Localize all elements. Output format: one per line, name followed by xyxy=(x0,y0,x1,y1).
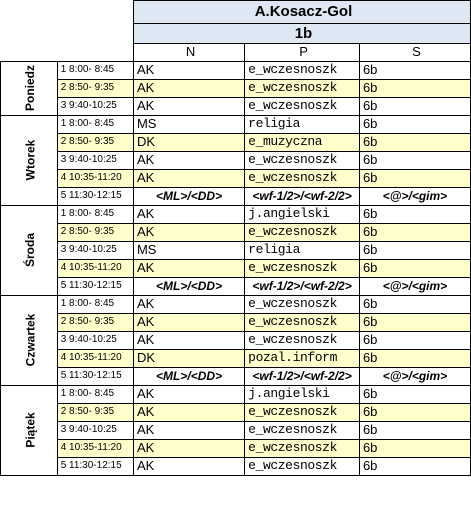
teacher-code: AK xyxy=(133,295,244,313)
subject: e_wczesnoszk xyxy=(245,79,360,97)
day-label: Piątek xyxy=(23,412,38,448)
corner-blank xyxy=(1,1,134,24)
lesson-row xyxy=(1,97,471,115)
column-header-row xyxy=(1,44,471,62)
room: 6b xyxy=(359,241,470,259)
day-cell xyxy=(1,115,58,205)
teacher-code: AK xyxy=(133,61,244,79)
lesson-time: 5 11:30-12:15 xyxy=(57,277,133,295)
subject: <wf-1/2>/<wf-2/2> xyxy=(245,277,360,295)
day-label: Poniedz xyxy=(23,64,38,112)
room: 6b xyxy=(359,295,470,313)
lesson-time: 5 11:30-12:15 xyxy=(57,367,133,385)
lesson-row xyxy=(1,79,471,97)
teacher-code: AK xyxy=(133,79,244,97)
room: 6b xyxy=(359,421,470,439)
teacher-code: <ML>/<DD> xyxy=(133,277,244,295)
room: 6b xyxy=(359,133,470,151)
lesson-row xyxy=(1,457,471,475)
room: <@>/<gim> xyxy=(359,367,470,385)
room: 6b xyxy=(359,97,470,115)
lesson-time: 2 8:50- 9:35 xyxy=(57,313,133,331)
room: 6b xyxy=(359,151,470,169)
teacher-code: MS xyxy=(133,115,244,133)
lesson-row xyxy=(1,385,471,403)
lesson-time: 3 9:40-10:25 xyxy=(57,331,133,349)
subject: e_muzyczna xyxy=(245,133,360,151)
lesson-row xyxy=(1,277,471,295)
room: 6b xyxy=(359,79,470,97)
subject: pozal.inform xyxy=(245,349,360,367)
subject: e_wczesnoszk xyxy=(245,457,360,475)
lesson-time: 4 10:35-11:20 xyxy=(57,259,133,277)
column-header-p: P xyxy=(245,44,360,62)
class-row xyxy=(1,24,471,44)
corner-blank xyxy=(1,44,134,62)
teacher-code: AK xyxy=(133,151,244,169)
lesson-time: 2 8:50- 9:35 xyxy=(57,133,133,151)
teacher-code: AK xyxy=(133,331,244,349)
lesson-time: 5 11:30-12:15 xyxy=(57,187,133,205)
teacher-code: <ML>/<DD> xyxy=(133,367,244,385)
subject: <wf-1/2>/<wf-2/2> xyxy=(245,187,360,205)
room: 6b xyxy=(359,439,470,457)
lesson-time: 2 8:50- 9:35 xyxy=(57,223,133,241)
day-cell xyxy=(1,295,58,385)
lesson-row xyxy=(1,133,471,151)
day-cell xyxy=(1,385,58,475)
subject: j.angielski xyxy=(245,385,360,403)
lesson-time: 3 9:40-10:25 xyxy=(57,241,133,259)
subject: e_wczesnoszk xyxy=(245,439,360,457)
room: 6b xyxy=(359,457,470,475)
room: <@>/<gim> xyxy=(359,187,470,205)
lesson-row xyxy=(1,313,471,331)
lesson-row xyxy=(1,367,471,385)
subject: <wf-1/2>/<wf-2/2> xyxy=(245,367,360,385)
lesson-time: 4 10:35-11:20 xyxy=(57,439,133,457)
lesson-time: 1 8:00- 8:45 xyxy=(57,115,133,133)
lesson-row xyxy=(1,403,471,421)
day-label: Czwartek xyxy=(23,313,38,367)
lesson-row xyxy=(1,241,471,259)
lesson-row xyxy=(1,295,471,313)
lesson-row xyxy=(1,349,471,367)
subject: religia xyxy=(245,115,360,133)
teacher-code: AK xyxy=(133,439,244,457)
subject: e_wczesnoszk xyxy=(245,313,360,331)
lesson-row xyxy=(1,223,471,241)
room: 6b xyxy=(359,331,470,349)
subject: e_wczesnoszk xyxy=(245,223,360,241)
room: 6b xyxy=(359,115,470,133)
room: 6b xyxy=(359,349,470,367)
class-name: 1b xyxy=(133,24,470,44)
teacher-code: AK xyxy=(133,421,244,439)
corner-blank xyxy=(1,24,134,44)
timetable-body xyxy=(1,1,471,476)
subject: e_wczesnoszk xyxy=(245,169,360,187)
subject: e_wczesnoszk xyxy=(245,61,360,79)
teacher-code: AK xyxy=(133,205,244,223)
room: 6b xyxy=(359,403,470,421)
room: 6b xyxy=(359,223,470,241)
lesson-time: 2 8:50- 9:35 xyxy=(57,403,133,421)
day-cell xyxy=(1,61,58,115)
lesson-time: 1 8:00- 8:45 xyxy=(57,61,133,79)
lesson-row xyxy=(1,151,471,169)
subject: religia xyxy=(245,241,360,259)
day-label: Wtorek xyxy=(23,139,38,181)
column-header-n: N xyxy=(133,44,244,62)
subject: e_wczesnoszk xyxy=(245,295,360,313)
lesson-row xyxy=(1,115,471,133)
teacher-code: DK xyxy=(133,349,244,367)
teacher-code: AK xyxy=(133,403,244,421)
lesson-row xyxy=(1,331,471,349)
lesson-time: 5 11:30-12:15 xyxy=(57,457,133,475)
subject: e_wczesnoszk xyxy=(245,97,360,115)
teacher-code: AK xyxy=(133,169,244,187)
teacher-code: AK xyxy=(133,385,244,403)
lesson-row xyxy=(1,421,471,439)
lesson-time: 1 8:00- 8:45 xyxy=(57,385,133,403)
teacher-code: AK xyxy=(133,223,244,241)
teacher-code: MS xyxy=(133,241,244,259)
room: 6b xyxy=(359,385,470,403)
lesson-time: 4 10:35-11:20 xyxy=(57,349,133,367)
lesson-row xyxy=(1,439,471,457)
subject: j.angielski xyxy=(245,205,360,223)
teacher-code: AK xyxy=(133,97,244,115)
teacher-code: <ML>/<DD> xyxy=(133,187,244,205)
teacher-code: AK xyxy=(133,313,244,331)
lesson-row xyxy=(1,205,471,223)
lesson-row xyxy=(1,61,471,79)
lesson-time: 4 10:35-11:20 xyxy=(57,169,133,187)
column-header-s: S xyxy=(359,44,470,62)
lesson-time: 3 9:40-10:25 xyxy=(57,151,133,169)
subject: e_wczesnoszk xyxy=(245,331,360,349)
lesson-row xyxy=(1,169,471,187)
subject: e_wczesnoszk xyxy=(245,421,360,439)
subject: e_wczesnoszk xyxy=(245,403,360,421)
room: 6b xyxy=(359,259,470,277)
room: 6b xyxy=(359,313,470,331)
teacher-code: AK xyxy=(133,259,244,277)
room: <@>/<gim> xyxy=(359,277,470,295)
subject: e_wczesnoszk xyxy=(245,259,360,277)
day-cell xyxy=(1,205,58,295)
teacher-name: A.Kosacz-Gol xyxy=(133,1,470,24)
lesson-time: 3 9:40-10:25 xyxy=(57,421,133,439)
teacher-code: DK xyxy=(133,133,244,151)
room: 6b xyxy=(359,205,470,223)
room: 6b xyxy=(359,61,470,79)
teacher-row xyxy=(1,1,471,24)
room: 6b xyxy=(359,169,470,187)
lesson-time: 2 8:50- 9:35 xyxy=(57,79,133,97)
lesson-row xyxy=(1,259,471,277)
subject: e_wczesnoszk xyxy=(245,151,360,169)
teacher-code: AK xyxy=(133,457,244,475)
lesson-time: 3 9:40-10:25 xyxy=(57,97,133,115)
day-label: Środa xyxy=(23,232,38,268)
lesson-time: 1 8:00- 8:45 xyxy=(57,205,133,223)
lesson-row xyxy=(1,187,471,205)
lesson-time: 1 8:00- 8:45 xyxy=(57,295,133,313)
